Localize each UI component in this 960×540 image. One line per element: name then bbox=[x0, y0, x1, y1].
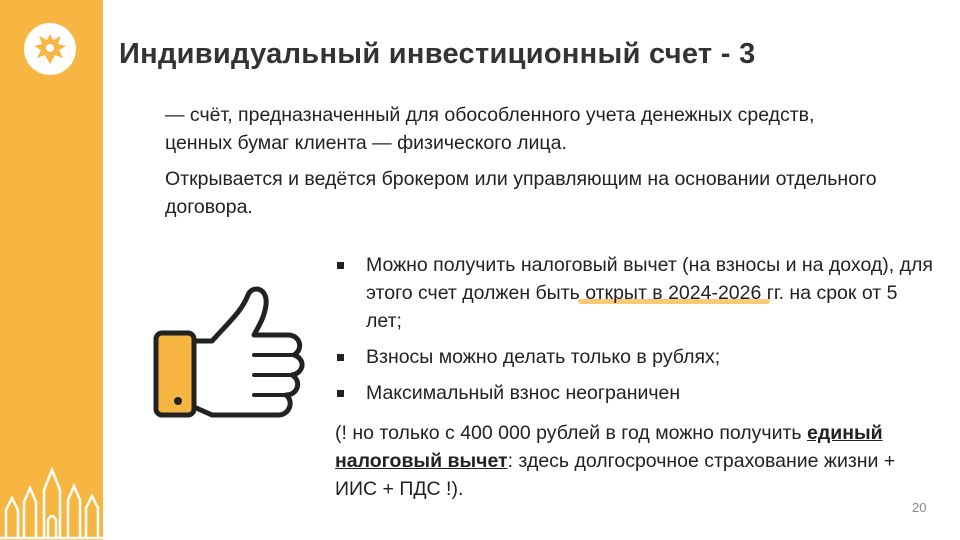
note-emphasis: единый налоговый вычет bbox=[335, 422, 883, 472]
square-bullet-icon bbox=[337, 354, 344, 361]
note-suffix: : здесь долгосрочное страхование жизни + ИИС + ПДС !). bbox=[335, 450, 896, 500]
bullet-list bbox=[335, 251, 935, 415]
list-item bbox=[335, 343, 935, 371]
definition-paragraph: — счёт, предназначенный для обособленного учета денежных средств, ценных бумаг клиента — физического лица. bbox=[165, 104, 815, 154]
list-item-text: Максимальный взнос неограничен bbox=[366, 382, 681, 404]
list-item-text: Взносы можно делать только в рублях; bbox=[366, 346, 721, 368]
page-number: 20 bbox=[912, 500, 927, 515]
square-bullet-icon bbox=[337, 390, 344, 397]
note-paragraph bbox=[335, 419, 935, 503]
opening-paragraph: Открывается и ведётся брокером или управляющим на основании отдельного договора. bbox=[165, 168, 877, 218]
thumbs-up-icon bbox=[150, 283, 310, 433]
list-item-text: Можно получить налоговый вычет (на взносы и на доход), для этого счет должен быть открыт в 2024-2026 гг. на срок от 5 лет; bbox=[366, 254, 933, 332]
note-prefix: (! но только с 400 000 рублей в год можно получить bbox=[335, 422, 807, 444]
city-skyline-icon bbox=[0, 450, 103, 540]
bank-emblem-icon bbox=[23, 22, 77, 76]
list-item bbox=[335, 251, 935, 335]
slide-title: Индивидуальный инвестиционный счет - 3 bbox=[119, 38, 756, 70]
list-item bbox=[335, 379, 935, 407]
square-bullet-icon bbox=[337, 262, 344, 269]
sidebar-accent-bar bbox=[0, 0, 103, 540]
